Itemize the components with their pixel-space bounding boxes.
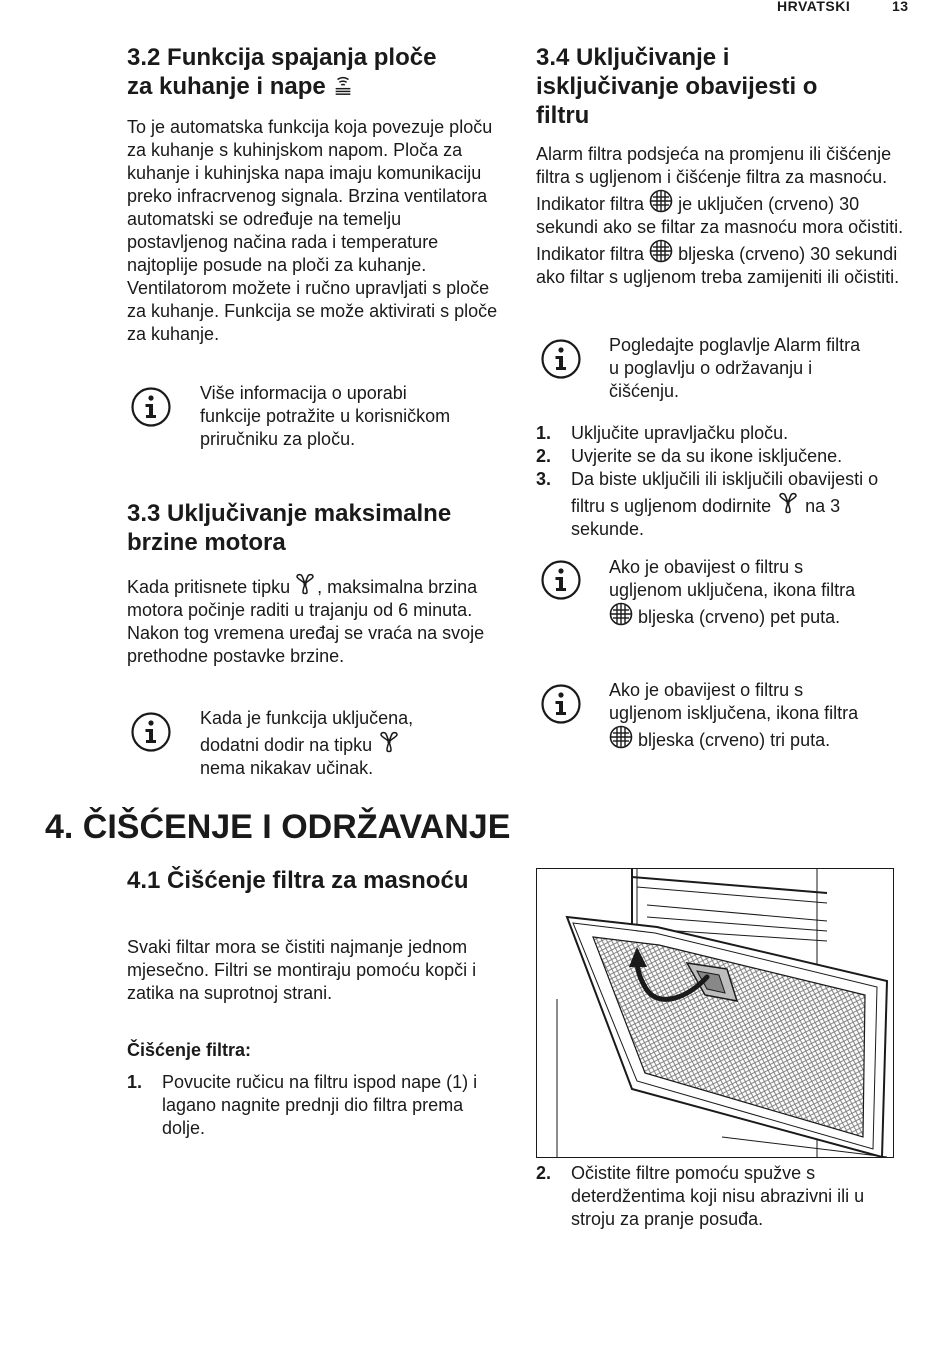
- section-3-3-body-b: , maksimalna brzina motora počinje raditi u trajanju od 6 minuta. Nakon tog vremena uređaj se vraća na svoje prethodne postavke brzine.: [127, 577, 485, 666]
- section-3-4-body-b: je uključen (crveno) 30 sekundi ako se filtar za masnoću mora očistiti. Indikator filtra: [536, 194, 904, 264]
- fan-boost-icon: [293, 572, 317, 596]
- step-number: 2.: [536, 446, 552, 466]
- filter-grid-icon: [609, 725, 633, 749]
- section-3-4-note-3-a: Ako je obavijest o filtru s ugljenom isključena, ikona filtra: [609, 680, 859, 723]
- section-3-3-note: [200, 707, 465, 780]
- section-3-4-note-3: [609, 679, 879, 752]
- section-3-3-body: [127, 572, 497, 668]
- section-3-4-note-2-b: bljeska (crveno) pet puta.: [638, 607, 841, 627]
- section-3-2-note: Više informacija o uporabi funkcije potražite u korisničkom priručniku za ploču.: [200, 383, 451, 449]
- section-3-3-note-b: nema nikakav učinak.: [200, 758, 374, 778]
- section-3-3-body-a: Kada pritisnete tipku: [127, 577, 291, 597]
- filter-grid-icon: [609, 602, 633, 626]
- section-3-4-note-2: [609, 556, 879, 629]
- section-3-2-title: [127, 43, 507, 101]
- step-number: 2.: [536, 1163, 552, 1183]
- section-3-4-note-3-b: bljeska (crveno) tri puta.: [638, 730, 831, 750]
- header-language: HRVATSKI: [777, 0, 851, 14]
- section-3-4-note: Pogledajte poglavlje Alarm filtra u poglavlju o održavanju i čišćenju.: [609, 335, 861, 401]
- step-text: Očistite filtre pomoću spužve s deterdžentima koji nisu abrazivni ili u stroju za pranje posuđa.: [571, 1163, 865, 1229]
- info-icon: [541, 684, 581, 724]
- section-3-3-note-a: Kada je funkcija uključena, dodatni dodir na tipku: [200, 708, 414, 755]
- section-3-4-title: 3.4 Uključivanje i isključivanje obavijesti o filtru: [536, 44, 818, 129]
- fan-boost-icon: [776, 491, 800, 515]
- step-text-a: Da biste uključili ili isključili obavijesti o filtru s ugljenom dodirnite: [571, 469, 879, 516]
- step-text: [571, 468, 911, 541]
- section-4-1-subheading: Čišćenje filtra:: [127, 1040, 252, 1060]
- step-text-b: na 3 sekunde.: [571, 496, 841, 539]
- hob-hood-link-icon: [332, 73, 354, 97]
- section-3-4-body-c: bljeska (crveno) 30 sekundi ako filtar s ugljenom treba zamijeniti ili očistiti.: [536, 244, 900, 287]
- header-page-number: 13: [892, 0, 909, 14]
- section-3-2-body: To je automatska funkcija koja povezuje ploču za kuhanje s kuhinjskom napom. Ploča za kuhanje i kuhinjska napa imaju komunikaciju preko infracrvenog signala. Brzina ventilatora automatski se određuje na temelju postavljenog načina rada i temperature najtoplije posude na ploči za kuhanje. Ventilatorom možete i ručno upravljati s ploče za kuhanje. Funkcija se može aktivirati s ploče za kuhanje.: [127, 117, 498, 344]
- step-number: 1.: [536, 423, 552, 443]
- step-text: Povucite ručicu na filtru ispod nape (1) i lagano nagnite prednji dio filtra prema dolje.: [162, 1072, 478, 1138]
- info-icon: [541, 560, 581, 600]
- filter-grid-icon: [649, 239, 673, 263]
- section-4-1-title: 4.1 Čišćenje filtra za masnoću: [127, 867, 469, 894]
- step-text: Uključite upravljačku ploču.: [571, 423, 789, 443]
- section-3-4-body-a: Alarm filtra podsjeća na promjenu ili čišćenje filtra s ugljenom i čišćenje filtra za masnoću. Indikator filtra: [536, 144, 892, 214]
- section-4-1-body: Svaki filtar mora se čistiti najmanje jednom mjesečno. Filtri se montiraju pomoću kopči i zatika na suprotnoj strani.: [127, 937, 477, 1003]
- filter-grid-icon: [649, 189, 673, 213]
- section-3-4-note-2-a: Ako je obavijest o filtru s ugljenom uključena, ikona filtra: [609, 557, 856, 600]
- section-3-3-title: 3.3 Uključivanje maksimalne brzine motora: [127, 500, 452, 556]
- section-3-2-title-line2: za kuhanje i nape: [127, 73, 326, 100]
- step-text: Uvjerite se da su ikone isključene.: [571, 446, 843, 466]
- grease-filter-drawing: [537, 869, 893, 1157]
- filter-removal-illustration: [536, 868, 894, 1158]
- chapter-4-title: 4. ČIŠĆENJE I ODRŽAVANJE: [45, 808, 511, 846]
- section-3-2-title-line1: 3.2 Funkcija spajanja ploče: [127, 44, 437, 71]
- section-3-4-body: [536, 143, 906, 289]
- step-number: 3.: [536, 469, 552, 489]
- info-icon: [131, 712, 171, 752]
- step-number: 1.: [127, 1072, 143, 1092]
- info-icon: [131, 387, 171, 427]
- fan-boost-icon: [377, 730, 401, 754]
- info-icon: [541, 339, 581, 379]
